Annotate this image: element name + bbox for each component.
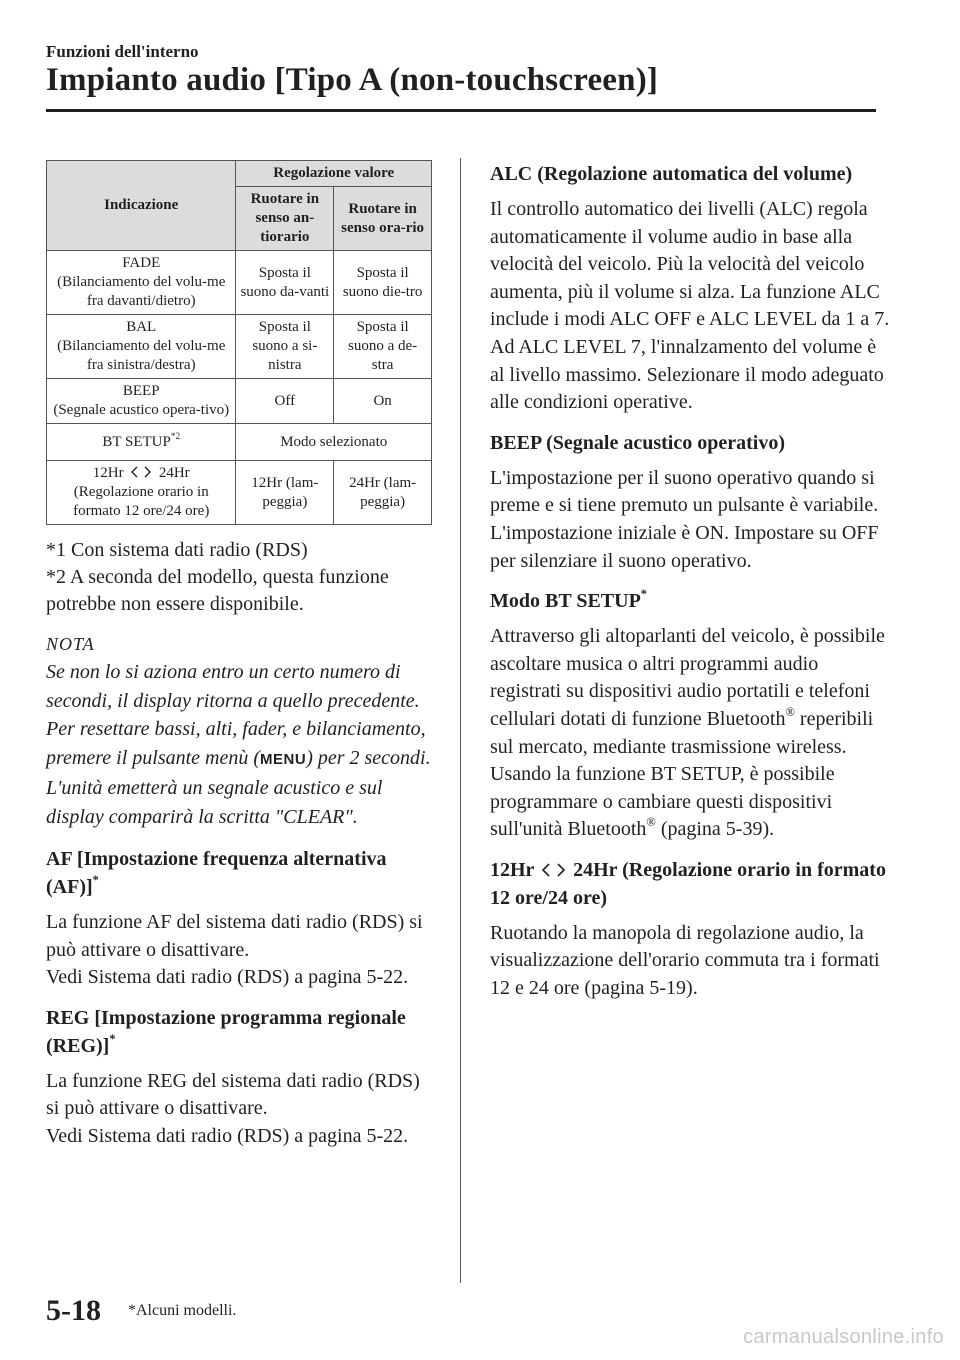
row-ccw: Off: [236, 379, 334, 424]
watermark: carmanualsonline.info: [743, 1326, 944, 1348]
row-indication: [47, 379, 236, 424]
bt-body-part-2: reperibili sul mercato, mediante trasmissione wireless. Usando la funzione BT SETUP, è possibile programmare o cambiare questi dispositivi sull'unità Bluetooth: [490, 707, 874, 841]
row-desc: (Regolazione orario in formato 12 ore/24 ore): [73, 484, 210, 519]
left-column: [46, 160, 438, 1161]
row-name: FADE: [122, 255, 161, 271]
table-header-row-1: [47, 161, 432, 187]
reg-body-2: Vedi Sistema dati radio (RDS) a pagina 5-22.: [46, 1124, 409, 1147]
chevron-left-icon: [541, 863, 551, 877]
clock-heading-left: 12Hr: [490, 858, 535, 881]
row-name: BEEP: [122, 383, 160, 399]
row-ccw: 12Hr (lam-peggia): [236, 461, 334, 525]
row-name: BT SETUP: [102, 433, 171, 450]
row-name: BAL: [126, 319, 157, 335]
row-ccw: Sposta il suono da-vanti: [236, 251, 334, 315]
row-indication: [47, 315, 236, 379]
header-indication: Indicazione: [47, 161, 236, 251]
column-divider: [460, 158, 461, 1283]
bt-body: [490, 623, 890, 844]
alc-heading: ALC (Regolazione automatica del volume): [490, 163, 853, 185]
table-row-beep: [47, 379, 432, 424]
chevron-left-icon: [130, 466, 139, 478]
note-text: [46, 658, 438, 831]
row-desc: (Segnale acustico opera-tivo): [53, 402, 230, 418]
note-text-part-1: Se non lo si aziona entro un certo numero di secondi, il display ritorna a quello precedente. Per resettare bassi, alti, fader, e bilanciamento, premere il pulsante menù (: [46, 661, 426, 769]
clock-left-label: 12Hr: [92, 465, 124, 481]
row-indication: [47, 251, 236, 315]
row-cw: Sposta il suono die-tro: [334, 251, 432, 315]
row-desc: (Bilanciamento del volu-me fra sinistra/destra): [57, 338, 226, 373]
footnote-ref: *2: [170, 431, 181, 442]
row-cw: Sposta il suono a de-stra: [334, 315, 432, 379]
chevron-right-icon: [556, 863, 566, 877]
clock-heading-right: 24Hr (Regolazione orario in formato 12 ore/24 ore): [490, 858, 886, 909]
row-indication: [47, 424, 236, 461]
bt-heading-text: Modo BT SETUP: [490, 590, 641, 613]
af-heading-text: AF [Impostazione frequenza alternativa (AF)]: [46, 848, 387, 898]
footnote-2: *2 A seconda del modello, questa funzione potrebbe non essere disponibile.: [46, 566, 389, 615]
row-cw: On: [334, 379, 432, 424]
chevron-right-icon: [143, 466, 152, 478]
reg-body-1: La funzione REG del sistema dati radio (RDS) si può attivare o disattivare.: [46, 1069, 420, 1120]
bt-heading: [490, 587, 890, 615]
bt-body-part-3: (pagina 5-39).: [655, 818, 775, 841]
asterisk-mark: *: [640, 587, 647, 602]
row-indication: [47, 461, 236, 525]
settings-table: [46, 160, 432, 525]
row-cw: 24Hr (lam-peggia): [334, 461, 432, 525]
menu-button-icon: MENU: [260, 750, 307, 768]
header-cw: Ruotare in senso ora-rio: [334, 187, 432, 251]
asterisk-mark: *: [109, 1031, 116, 1046]
af-body-2: Vedi Sistema dati radio (RDS) a pagina 5-22.: [46, 966, 409, 989]
row-ccw: Sposta il suono a si-nistra: [236, 315, 334, 379]
footnote-1: *1 Con sistema dati radio (RDS): [46, 539, 308, 561]
table-row-clock: [47, 461, 432, 525]
header-rule: [46, 109, 876, 112]
header-adjust: Regolazione valore: [236, 161, 432, 187]
row-name: [50, 464, 232, 483]
reg-heading: [46, 1004, 438, 1060]
note-text-part-2: ) per 2 secondi. L'unità emetterà un segnale acustico e sul display comparirà la scritta "CLEAR".: [46, 746, 431, 828]
section-label: Funzioni dell'interno: [46, 42, 199, 61]
beep-heading: BEEP (Segnale acustico operativo): [490, 431, 785, 454]
asterisk-mark: *: [92, 873, 99, 888]
af-heading: [46, 845, 438, 901]
row-merged-value: Modo selezionato: [236, 424, 432, 461]
page-title: Impianto audio [Tipo A (non-touchscreen)]: [46, 62, 659, 98]
reg-heading-text: REG [Impostazione programma regionale (REG)]: [46, 1006, 406, 1057]
page-number: 5-18: [46, 1294, 101, 1327]
af-body-1: La funzione AF del sistema dati radio (RDS) si può attivare o disattivare.: [46, 911, 423, 961]
table-row-fade: [47, 251, 432, 315]
clock-heading: [490, 856, 890, 912]
bt-body-part-1: Attraverso gli altoparlanti del veicolo, è possibile ascoltare musica o altri programmi audio registrati su dispositivi audio portatili e telefoni cellulari dotati di funzione Bluetooth: [490, 625, 885, 730]
registered-mark: ®: [646, 815, 656, 830]
footer-note: *Alcuni modelli.: [128, 1302, 237, 1319]
alc-body: Il controllo automatico dei livelli (ALC) regola automaticamente il volume audio in base alla velocità del veicolo. Più la velocità del veicolo aumenta, più il volume si alza. La funzione ALC include i modi ALC OFF e ALC LEVEL da 1 a 7. Ad ALC LEVEL 7, l'innalzamento del volume è al livello massimo. Selezionare il modo adeguato alle condizioni operative.: [490, 198, 890, 414]
table-row-bt-setup: [47, 424, 432, 461]
header-ccw: Ruotare in senso an-tiorario: [236, 187, 334, 251]
note-heading: NOTA: [46, 634, 95, 654]
table-row-bal: [47, 315, 432, 379]
clock-right-label: 24Hr: [158, 465, 190, 481]
row-desc: (Bilanciamento del volu-me fra davanti/dietro): [57, 274, 226, 309]
beep-body: L'impostazione per il suono operativo quando si preme e si tiene premuto un pulsante è variabile. L'impostazione iniziale è ON. Impostare su OFF per silenziare il suono operativo.: [490, 466, 879, 572]
clock-body: Ruotando la manopola di regolazione audio, la visualizzazione dell'orario commuta tra i formati 12 e 24 ore (pagina 5-19).: [490, 921, 880, 1000]
registered-mark: ®: [785, 705, 795, 720]
right-column: [490, 160, 890, 1013]
